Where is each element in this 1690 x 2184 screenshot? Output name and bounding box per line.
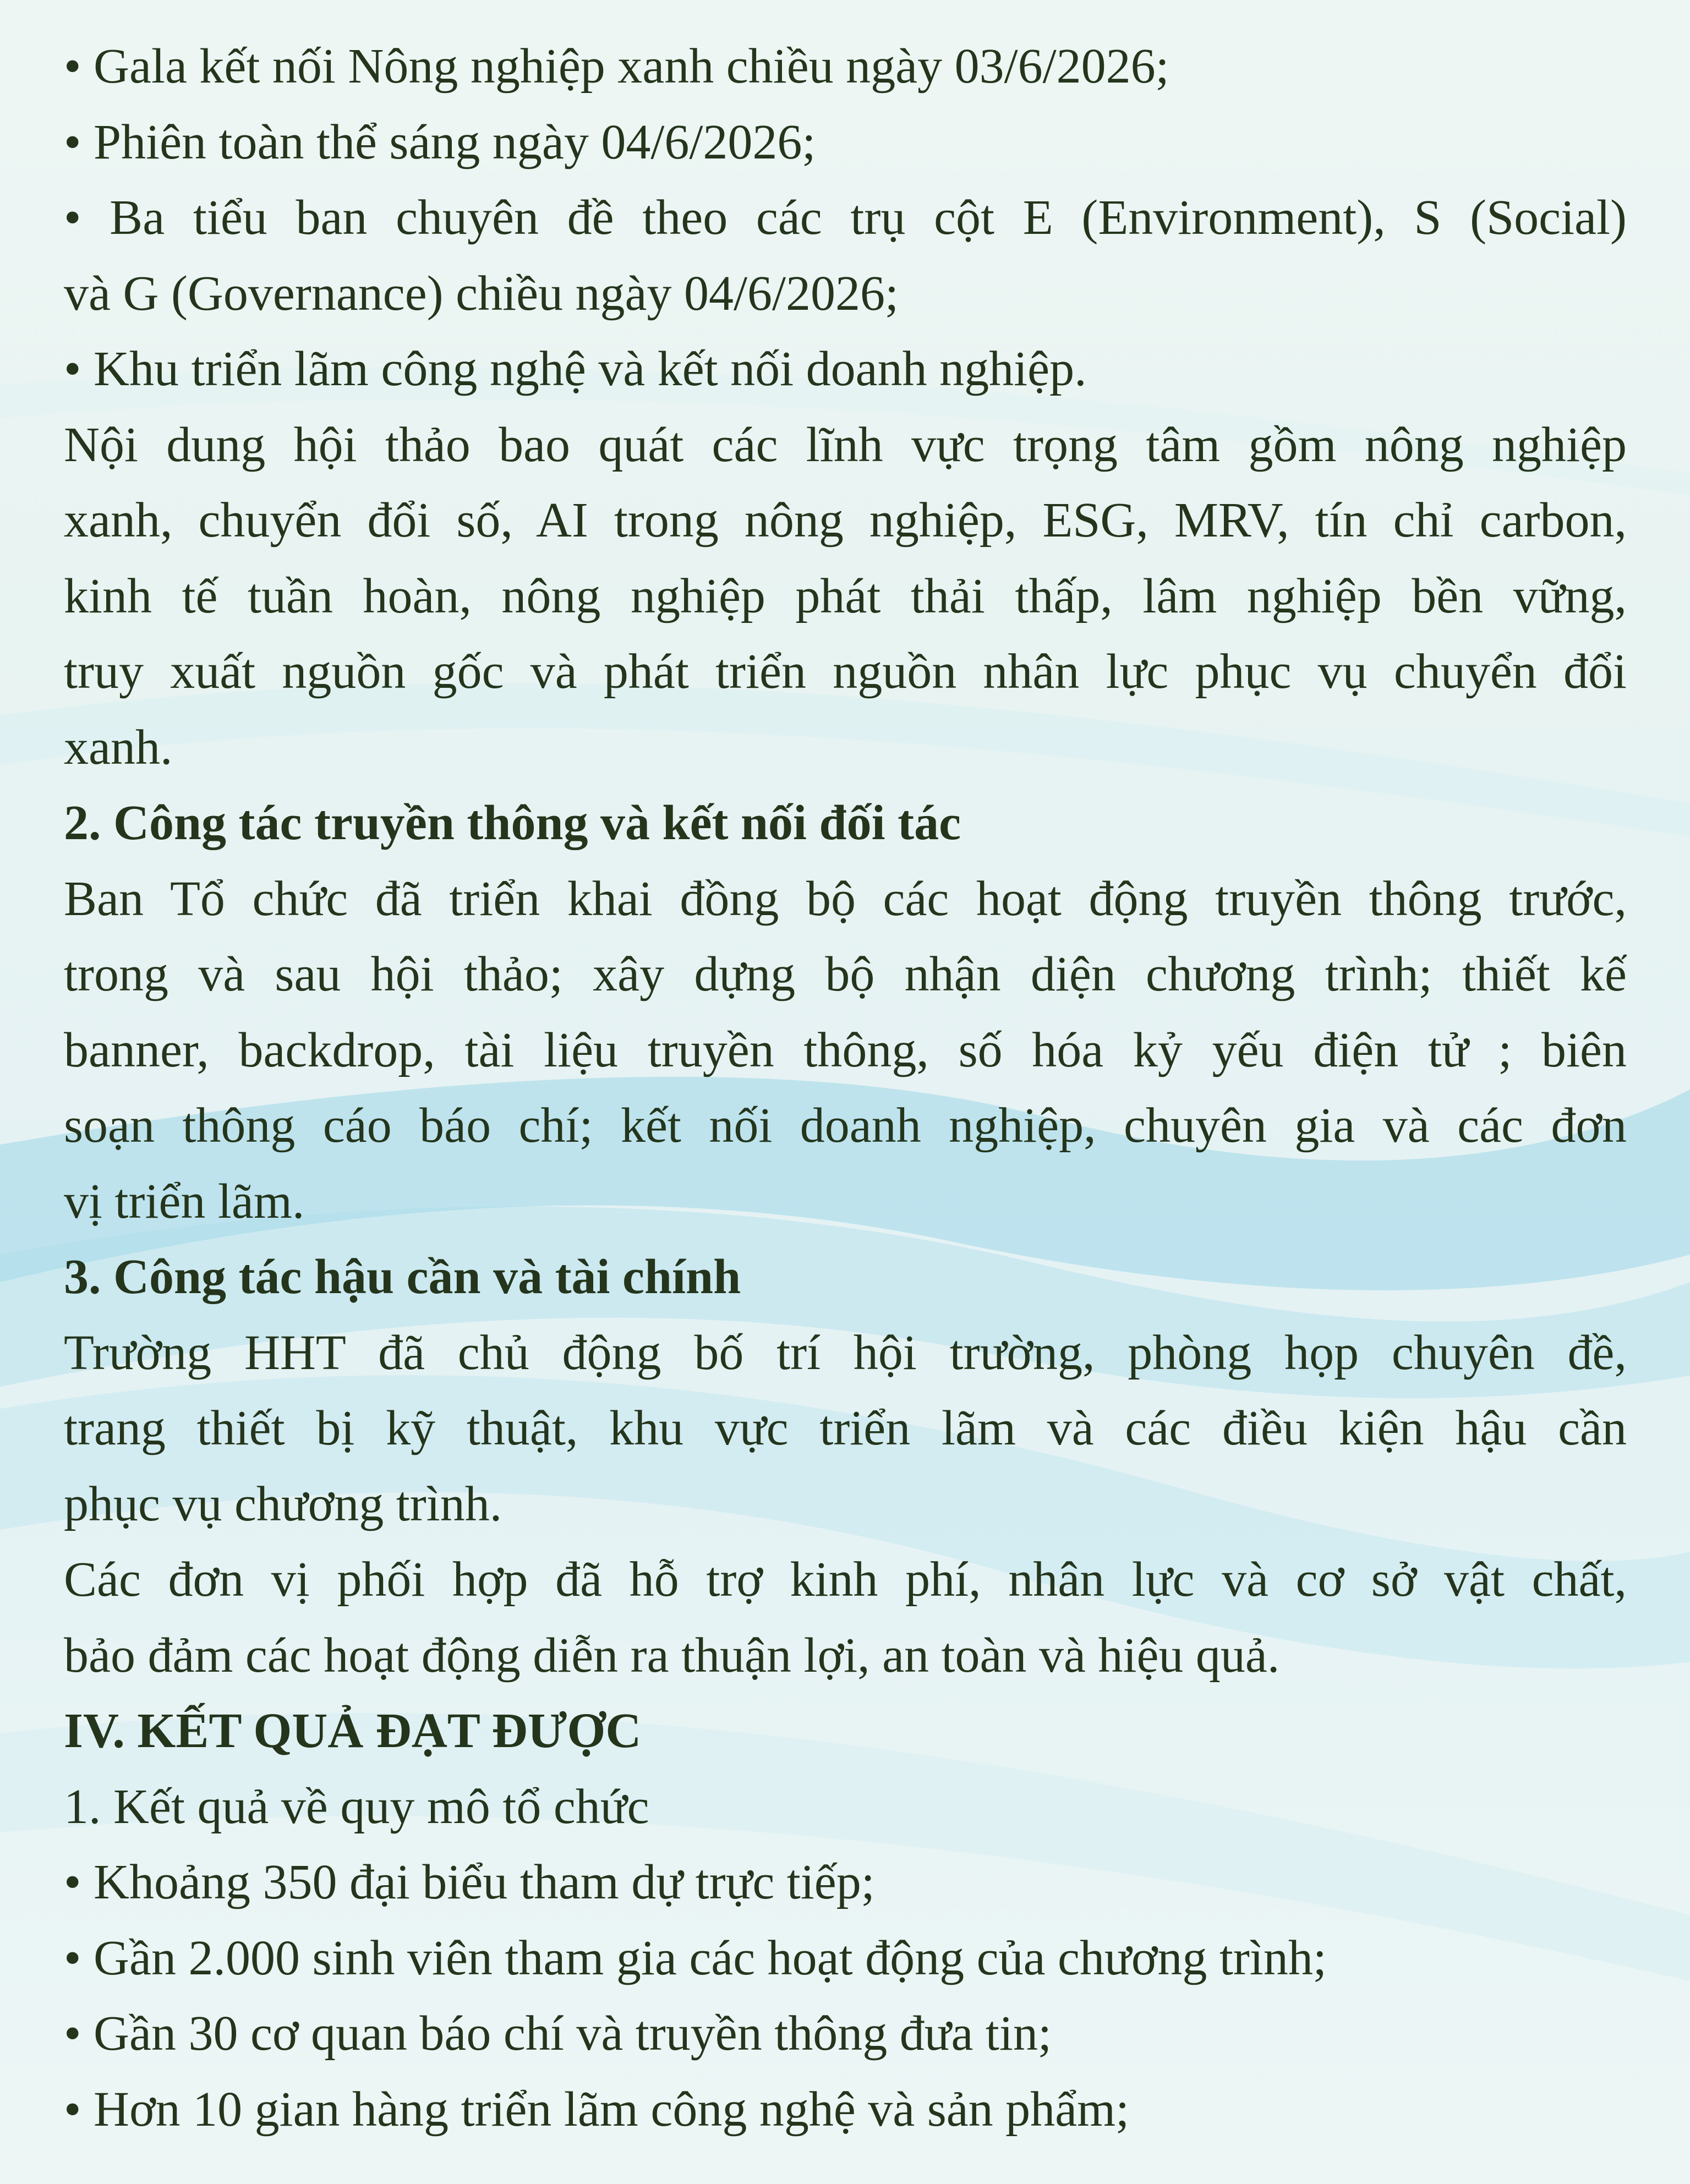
section-heading-results: IV. KẾT QUẢ ĐẠT ĐƯỢC xyxy=(64,1704,642,1758)
subheading-scale: 1. Kết quả về quy mô tổ chức xyxy=(64,1779,649,1834)
communication-paragraph-line: banner, backdrop, tài liệu truyền thông, số hóa kỷ yếu điện tử ; biên xyxy=(64,1022,1627,1077)
bullet-gala: • Gala kết nối Nông nghiệp xanh chiều ngày 03/6/2026; xyxy=(64,39,1169,94)
logistics-paragraph-line: phục vụ chương trình. xyxy=(64,1476,502,1531)
bullet-plenary-session: • Phiên toàn thể sáng ngày 04/6/2026; xyxy=(64,114,816,169)
result-item-delegates: • Khoảng 350 đại biểu tham dự trực tiếp; xyxy=(64,1855,875,1909)
content-paragraph-line: truy xuất nguồn gốc và phát triển nguồn nhân lực phục vụ chuyển đổi xyxy=(64,644,1627,699)
bullet-subcommittees: • Ba tiểu ban chuyên đề theo các trụ cột E (Environment), S (Social) xyxy=(64,190,1627,245)
content-paragraph-line: xanh, chuyển đổi số, AI trong nông nghiệp, ESG, MRV, tín chỉ carbon, xyxy=(64,493,1627,548)
result-item-booths: • Hơn 10 gian hàng triển lãm công nghệ và sản phẩm; xyxy=(64,2082,1130,2137)
communication-paragraph-line: Ban Tổ chức đã triển khai đồng bộ các hoạt động truyền thông trước, xyxy=(64,871,1627,926)
logistics-paragraph-line: trang thiết bị kỹ thuật, khu vực triển lãm và các điều kiện hậu cần xyxy=(64,1401,1627,1455)
logistics-paragraph-line: Trường HHT đã chủ động bố trí hội trường, phòng họp chuyên đề, xyxy=(64,1325,1627,1380)
communication-paragraph-line: trong và sau hội thảo; xây dựng bộ nhận diện chương trình; thiết kế xyxy=(64,947,1627,1001)
bullet-subcommittees-cont: và G (Governance) chiều ngày 04/6/2026; xyxy=(64,266,899,321)
content-paragraph-line: Nội dung hội thảo bao quát các lĩnh vực trọng tâm gồm nông nghiệp xyxy=(64,417,1627,472)
partners-paragraph-line: Các đơn vị phối hợp đã hỗ trợ kinh phí, nhân lực và cơ sở vật chất, xyxy=(64,1552,1627,1607)
communication-paragraph-line: vị triển lãm. xyxy=(64,1174,305,1229)
section-heading-logistics: 3. Công tác hậu cần và tài chính xyxy=(64,1250,741,1304)
bullet-exhibition: • Khu triển lãm công nghệ và kết nối doanh nghiệp. xyxy=(64,342,1087,396)
document-body xyxy=(64,29,1627,2147)
partners-paragraph-line: bảo đảm các hoạt động diễn ra thuận lợi, an toàn và hiệu quả. xyxy=(64,1628,1280,1683)
result-item-press: • Gần 30 cơ quan báo chí và truyền thông đưa tin; xyxy=(64,2006,1052,2061)
result-item-students: • Gần 2.000 sinh viên tham gia các hoạt động của chương trình; xyxy=(64,1930,1327,1985)
content-paragraph-line: kinh tế tuần hoàn, nông nghiệp phát thải thấp, lâm nghiệp bền vững, xyxy=(64,568,1627,623)
communication-paragraph-line: soạn thông cáo báo chí; kết nối doanh nghiệp, chuyên gia và các đơn xyxy=(64,1098,1627,1153)
section-heading-communication: 2. Công tác truyền thông và kết nối đối tác xyxy=(64,796,961,850)
content-paragraph-line: xanh. xyxy=(64,720,173,775)
